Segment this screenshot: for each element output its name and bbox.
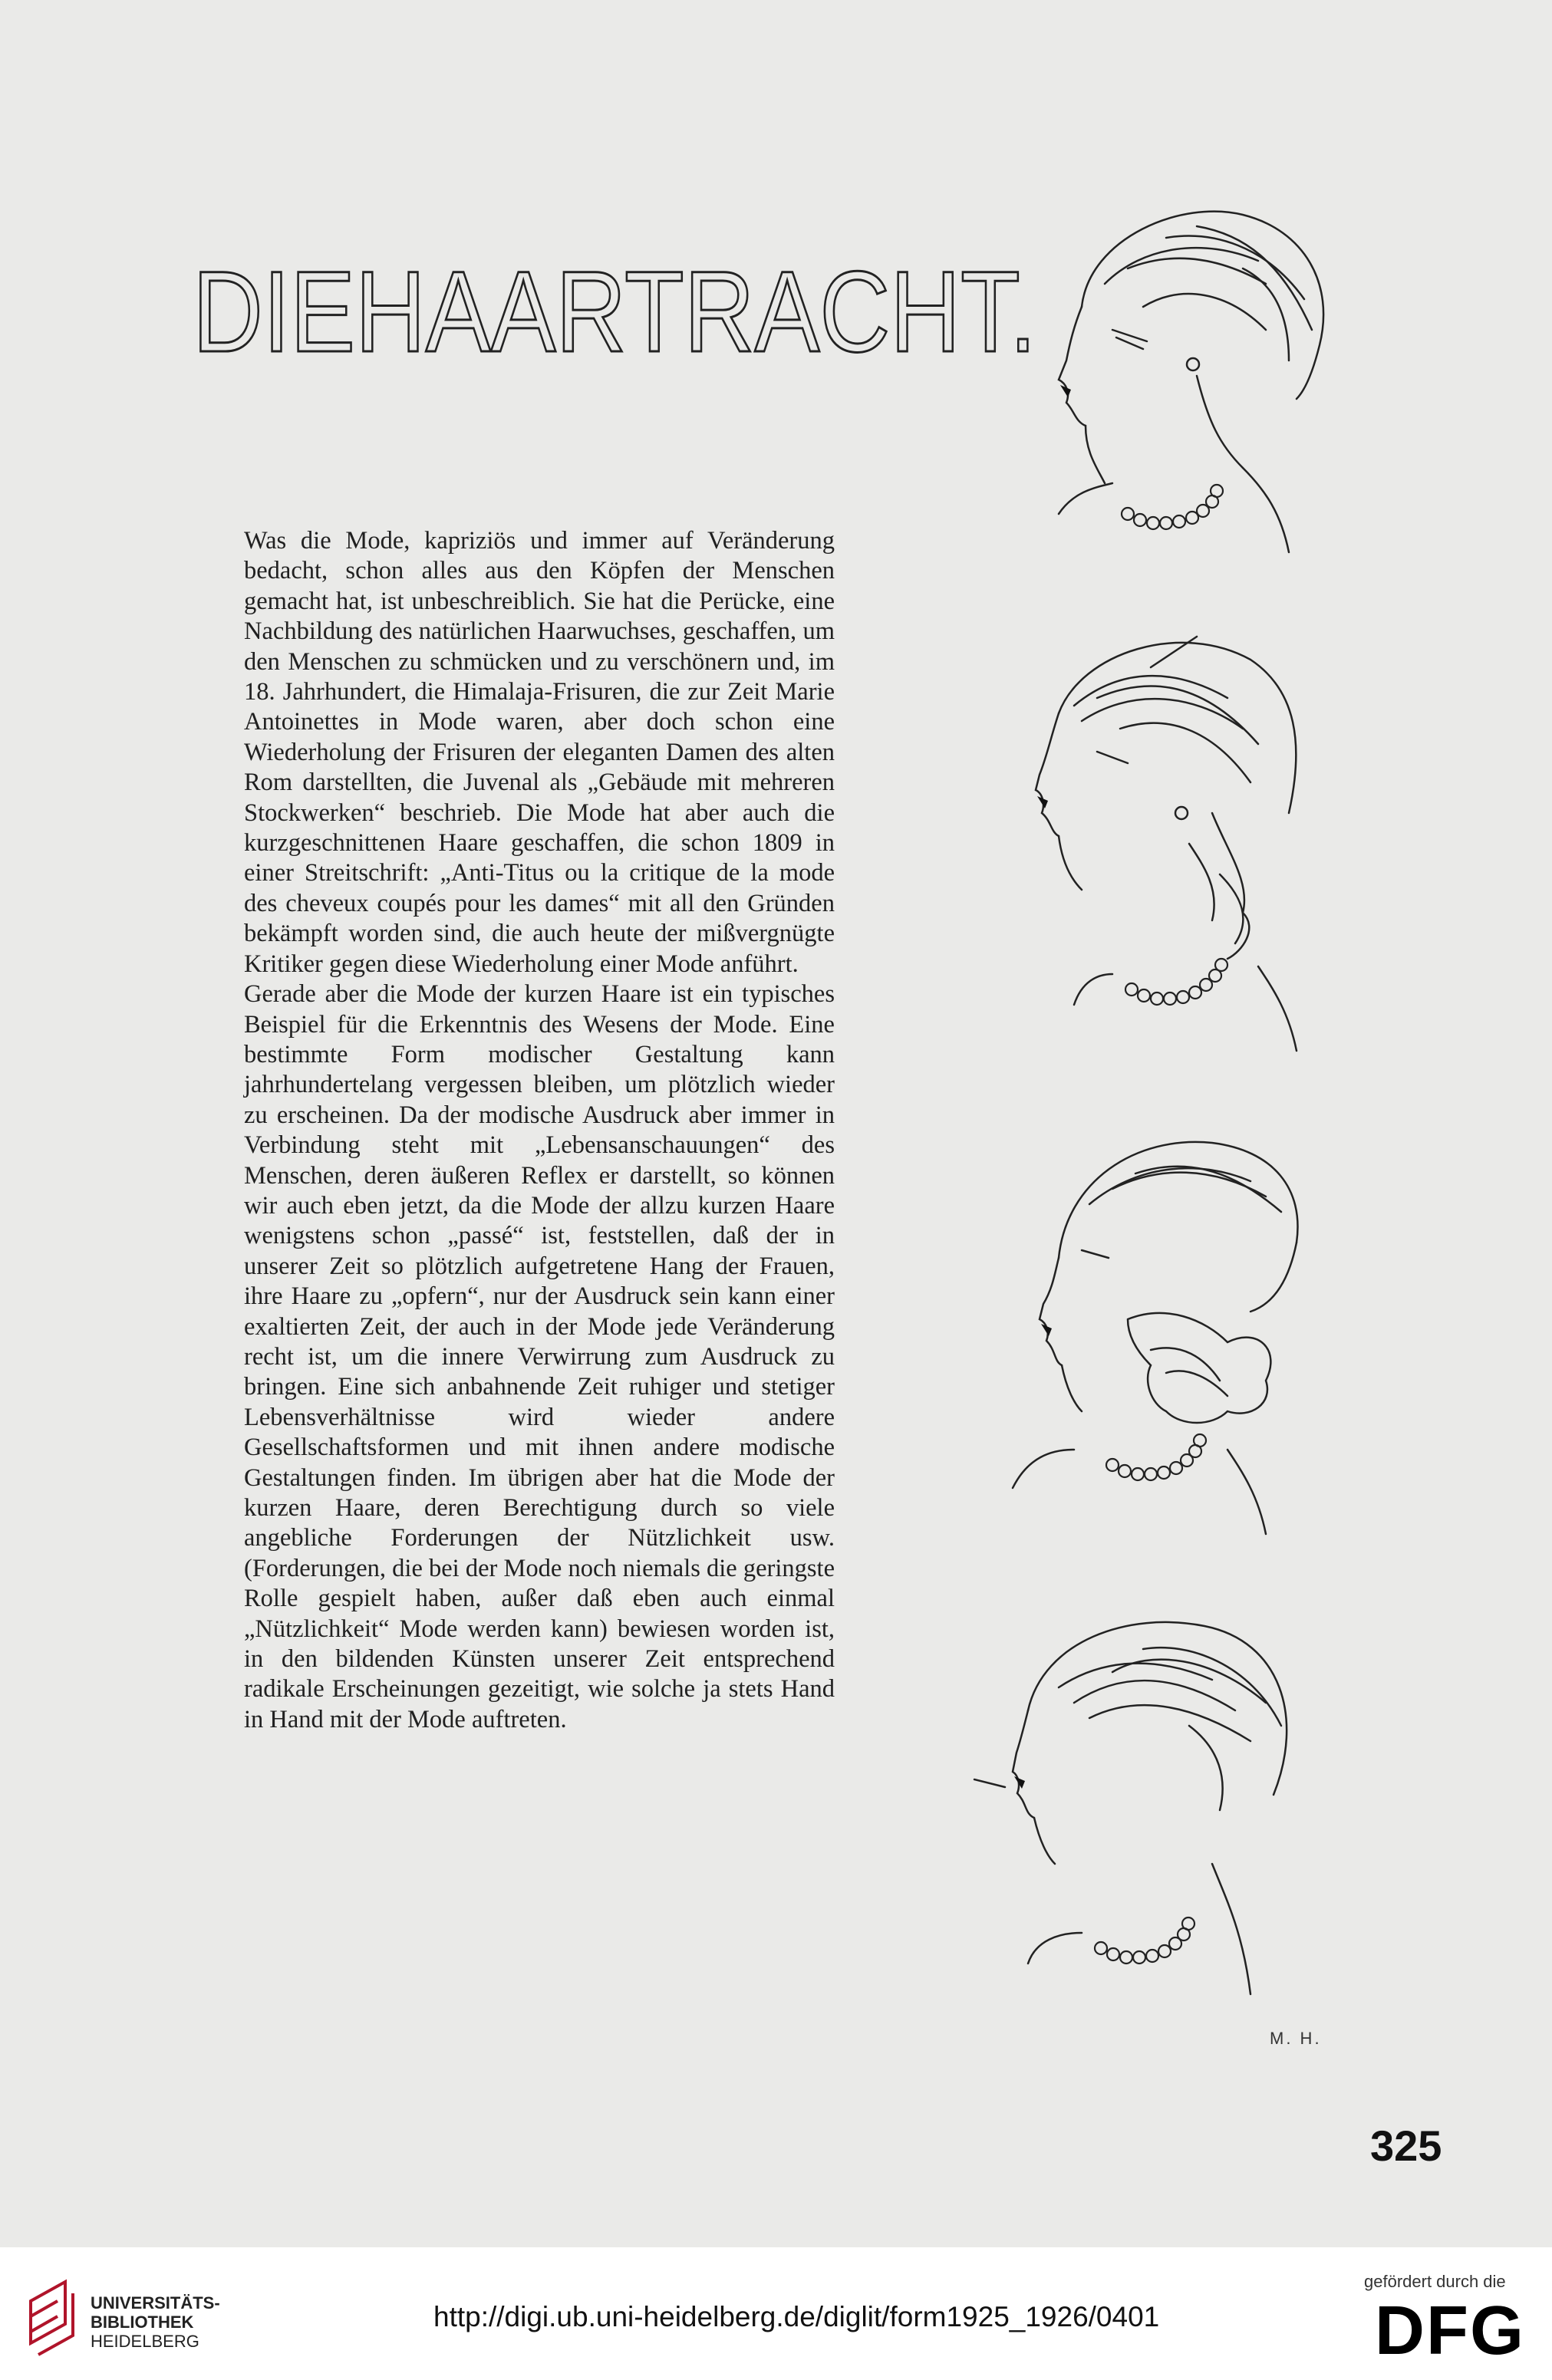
article-body: [244, 526, 835, 1735]
funded-by-label: gefördert durch die: [1364, 2272, 1506, 2291]
library-name-line3: HEIDELBERG: [91, 2332, 199, 2351]
paragraph: Was die Mode, kapriziös und immer auf Veränderung bedacht, schon alles aus den Köpfen der Menschen gemacht hat, ist unbeschreiblich. Sie hat die Perücke, eine Nachbildung des natürlichen Haarwuchses, geschaffen, um den Menschen zu schmücken und zu verschönern und, im 18. Jahrhundert, die Himalaja-Frisuren, die zur Zeit Marie Antoinettes in Mode waren, aber doch schon eine Wiederholung der Frisuren der eleganten Damen des alten Rom darstellten, die Juvenal als „Gebäude mit mehreren Stockwerken“ beschrieb. Die Mode hat aber auch die kurzgeschnittenen Haare geschaffen, die schon 1809 in einer Streitschrift: „Anti-Titus ou la critique de la mode des cheveux coupés pour les dames“ mit all den Gründen bekämpft worden sind, die auch heute der mißvergnügte Kritiker gegen diese Wiederholung einer Mode anführt.: [244, 527, 835, 978]
illustration-head-1: [1013, 192, 1373, 575]
illustration-head-2: [997, 621, 1366, 1074]
library-name: [91, 2293, 220, 2351]
dfg-logo: DFG: [1375, 2293, 1525, 2369]
author-signature: M. H.: [1270, 2029, 1322, 2048]
library-name-line2: BIBLIOTHEK: [91, 2313, 194, 2332]
permalink-url[interactable]: http://digi.ub.uni-heidelberg.de/diglit/form1925_1926/0401: [433, 2301, 1160, 2332]
page-number: 325: [1370, 2122, 1442, 2170]
illustration-head-3: [997, 1127, 1350, 1557]
library-name-line1: UNIVERSITÄTS-: [91, 2293, 220, 2313]
article-title: [188, 222, 1047, 383]
university-library-logo-icon: [23, 2278, 81, 2362]
footer-bar: [0, 2247, 1552, 2380]
illustration-head-4: [959, 1595, 1343, 2025]
paragraph: Gerade aber die Mode der kurzen Haare ist ein typisches Beispiel für die Erkenntnis des Wesens der Mode. Eine bestimmte Form modischer Gestaltung kann jahrhundertelang vergessen bleiben, um plötzlich wieder zu erscheinen. Da der modische Ausdruck aber immer in Verbindung steht mit „Lebensanschauungen“ des Menschen, deren äußeren Reflex er darstellt, so können wir auch eben jetzt, da die Mode der allzu kurzen Haare wenigstens schon „passé“ ist, feststellen, daß der in unserer Zeit so plötzlich aufgetretene Hang der Frauen, ihre Haare zu „opfern“, nur der Ausdruck sein kann einer exaltierten Zeit, der auch in der Mode jede Veränderung recht ist, um die innere Verwirrung zum Ausdruck zu bringen. Eine sich anbahnende Zeit ruhiger und stetiger Lebensverhältnisse wird wieder andere Gesellschaftsformen und mit ihnen andere modische Gestaltungen finden. Im übrigen aber hat die Mode der kurzen Haare, deren Berechtigung durch so viele angebliche Forderungen der Nützlichkeit usw. (Forderungen, die bei der Mode noch niemals die geringste Rolle gespielt haben, außer daß eben auch einmal „Nützlichkeit“ Mode werden kann) bewiesen worden ist, in den bildenden Künsten unserer Zeit entsprechend radikale Erscheinungen gezeitigt, wie solche ja stets Hand in Hand mit der Mode auftreten.: [244, 980, 835, 1733]
article-title-text: DIEHAARTRACHT.: [193, 247, 1036, 376]
